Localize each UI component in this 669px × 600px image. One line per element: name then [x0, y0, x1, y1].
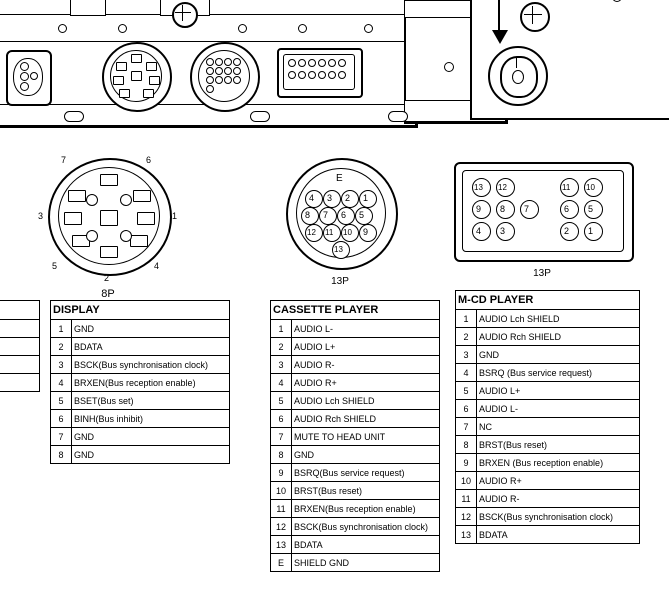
mcd-player-pinout-table: [455, 290, 640, 544]
pin-circle: [496, 222, 515, 241]
pin-signal-cell: GND: [292, 446, 440, 464]
pin-number-cell: 6: [271, 410, 292, 428]
mount-slot: [64, 111, 84, 122]
pin-signal-cell: BRST(Bus reset): [292, 482, 440, 500]
pin-number-cell: 11: [456, 490, 477, 508]
pin-signal-cell: BSRQ (Bus service request): [477, 364, 640, 382]
cassette-player-pinout-table: [270, 300, 440, 572]
pin-signal-cell: AUDIO Lch SHIELD: [292, 392, 440, 410]
pin-number-13p-3: 3: [327, 193, 333, 203]
table-row: [271, 536, 440, 554]
pin-signal-cell: BSRQ(Bus service request): [292, 464, 440, 482]
partial-cell: [0, 338, 40, 356]
pin-signal-cell: AUDIO R+: [292, 374, 440, 392]
mcd-table-body: [456, 310, 640, 544]
pin-signal-cell: BSCK(Bus synchronisation clock): [477, 508, 640, 526]
pin-signal-cell: GND: [72, 320, 230, 338]
connector-8p-diagram: [38, 150, 188, 300]
pin-signal-cell: AUDIO L-: [292, 320, 440, 338]
pin-8p-6: [100, 174, 118, 186]
table-row: [51, 410, 230, 428]
pin-blade: [113, 76, 124, 85]
table-row: [271, 500, 440, 518]
table-row: [271, 428, 440, 446]
table-row: [456, 400, 640, 418]
table-row: [271, 446, 440, 464]
screw-hole-top: [172, 2, 198, 28]
table-row: [456, 436, 640, 454]
screw-right-cross-v: [532, 6, 533, 24]
pin-number-mcd-10: 10: [586, 183, 595, 192]
connector-13p-mcd-caption: 13P: [533, 268, 551, 279]
cassette-table-body: [271, 320, 440, 572]
pin-number-mcd-12: 12: [498, 183, 507, 192]
pin-signal-cell: AUDIO Rch SHIELD: [292, 410, 440, 428]
table-row: [271, 518, 440, 536]
display-pinout-table: [50, 300, 230, 464]
antenna-socket-core: [512, 70, 524, 84]
pin-dot: [30, 72, 38, 80]
pin-dot: [20, 82, 29, 91]
pin-8p-center: [100, 210, 118, 226]
pin-number-8p-6: 6: [146, 155, 152, 165]
mcd-table-header: M-CD PLAYER: [456, 291, 640, 310]
table-row: [456, 454, 640, 472]
table-row: [456, 328, 640, 346]
pin-8p-1b: [133, 190, 151, 202]
pin-signal-cell: BRXEN(Bus reception enable): [72, 374, 230, 392]
pin-number-mcd-5: 5: [588, 204, 594, 214]
table-row: [271, 464, 440, 482]
pin-number-cell: 5: [51, 392, 72, 410]
pin-signal-cell: BRST(Bus reset): [477, 436, 640, 454]
pin-blade: [149, 76, 160, 85]
pin-number-cell: 1: [51, 320, 72, 338]
pin-number-13p-13: 13: [334, 245, 343, 254]
pin-signal-cell: BDATA: [72, 338, 230, 356]
pin-circle: [584, 200, 603, 219]
pin-number-cell: 3: [271, 356, 292, 374]
table-row: [51, 356, 230, 374]
table-row: [456, 364, 640, 382]
connector-13p-cassette-caption: 13P: [331, 276, 349, 287]
pin-number-cell: 12: [456, 508, 477, 526]
pin-number-cell: 8: [271, 446, 292, 464]
pin-blade: [116, 62, 127, 71]
table-row: [51, 338, 230, 356]
pin-blade: [146, 62, 157, 71]
pin-signal-cell: BSCK(Bus synchronisation clock): [72, 356, 230, 374]
connector-13p-mcd-diagram: [448, 162, 648, 292]
pin-number-cell: 9: [271, 464, 292, 482]
pin-number-cell: 6: [456, 400, 477, 418]
table-row: [271, 482, 440, 500]
pin-number-13p-8: 8: [305, 210, 311, 220]
pin-circle: [560, 222, 579, 241]
pin-number-13p-11: 11: [325, 228, 334, 237]
pin-signal-cell: BINH(Bus inhibit): [72, 410, 230, 428]
pin-blade-center: [131, 71, 142, 81]
table-row: [271, 410, 440, 428]
pin-signal-cell: AUDIO R-: [292, 356, 440, 374]
pin-number-mcd-1: 1: [588, 226, 594, 236]
pin-number-cell: 7: [456, 418, 477, 436]
pin-number-cell: 9: [456, 454, 477, 472]
vent-hole: [444, 62, 454, 72]
screw-hole-right: [520, 2, 550, 32]
arrow-head-icon: [490, 28, 510, 44]
table-row: [51, 392, 230, 410]
pin-signal-cell: BSET(Bus set): [72, 392, 230, 410]
pin-number-13p-1: 1: [363, 193, 369, 203]
pin-number-cell: 5: [456, 382, 477, 400]
pin-number-cell: 2: [456, 328, 477, 346]
pin-signal-cell: GND: [477, 346, 640, 364]
partial-cell: [0, 320, 40, 338]
pin-number-13p-6: 6: [341, 210, 347, 220]
pin-number-13p-5: 5: [359, 210, 365, 220]
pin-number-cell: 8: [456, 436, 477, 454]
pin-number-cell: 1: [456, 310, 477, 328]
table-row: [456, 526, 640, 544]
table-row: [456, 346, 640, 364]
pin-dot: [120, 194, 132, 206]
pin-number-cell: 4: [271, 374, 292, 392]
pin-number-cell: 13: [456, 526, 477, 544]
pin-signal-cell: AUDIO Lch SHIELD: [477, 310, 640, 328]
pin-signal-cell: MUTE TO HEAD UNIT: [292, 428, 440, 446]
table-row: [51, 446, 230, 464]
pin-number-cell: 2: [51, 338, 72, 356]
vent-hole: [298, 24, 307, 33]
partial-table-left: [0, 300, 40, 392]
pin-number-8p-5: 5: [52, 261, 58, 271]
pin-number-mcd-6: 6: [564, 204, 570, 214]
chassis-rect-13p-pin-array: [288, 59, 348, 83]
pin-blade: [119, 89, 130, 98]
pin-circle: [520, 200, 539, 219]
pin-circle: [472, 200, 491, 219]
table-row: [456, 508, 640, 526]
pin-number-mcd-8: 8: [500, 204, 506, 214]
pin-signal-cell: AUDIO L+: [292, 338, 440, 356]
connector-8p-caption: 8P: [101, 288, 115, 300]
pin-signal-cell: SHIELD GND: [292, 554, 440, 572]
pin-signal-cell: GND: [72, 446, 230, 464]
pin-signal-cell: AUDIO R+: [477, 472, 640, 490]
pin-signal-cell: AUDIO L+: [477, 382, 640, 400]
pin-signal-cell: AUDIO Rch SHIELD: [477, 328, 640, 346]
pin-signal-cell: BDATA: [292, 536, 440, 554]
pin-number-cell: 3: [456, 346, 477, 364]
pin-number-cell: 1: [271, 320, 292, 338]
pin-number-cell: 10: [456, 472, 477, 490]
pin-dot: [86, 194, 98, 206]
partial-table-header: [0, 301, 40, 320]
table-row: [51, 374, 230, 392]
pin-8p-2: [100, 246, 118, 258]
pin-number-mcd-9: 9: [476, 204, 482, 214]
table-row: [271, 392, 440, 410]
pin-number-8p-7: 7: [61, 155, 67, 165]
pin-number-mcd-13: 13: [474, 183, 483, 192]
pin-dot: [20, 72, 29, 81]
vent-hole: [118, 24, 127, 33]
pin-number-cell: 6: [51, 410, 72, 428]
pin-number-8p-2: 2: [104, 273, 110, 283]
display-table-header: DISPLAY: [51, 301, 230, 320]
table-row: [271, 320, 440, 338]
pin-number-cell: 4: [456, 364, 477, 382]
table-row: [456, 382, 640, 400]
pin-number-cell: 11: [271, 500, 292, 518]
table-row: [51, 320, 230, 338]
pin-signal-cell: AUDIO L-: [477, 400, 640, 418]
pin-circle: [472, 222, 491, 241]
pin-signal-cell: GND: [72, 428, 230, 446]
pin-number-cell: 13: [271, 536, 292, 554]
pin-number-13p-10: 10: [343, 228, 352, 237]
pin-circle: [496, 200, 515, 219]
pin-number-mcd-4: 4: [476, 226, 482, 236]
pin-8p-1: [137, 212, 155, 225]
partial-cell: [0, 374, 40, 392]
pin-number-13p-E: E: [336, 173, 343, 184]
pin-8p-3: [64, 212, 82, 225]
pin-number-13p-7: 7: [323, 210, 329, 220]
table-row: [456, 418, 640, 436]
pin-number-cell: 5: [271, 392, 292, 410]
pin-number-cell: 2: [271, 338, 292, 356]
antenna-socket-key: [516, 58, 517, 68]
table-row: [271, 338, 440, 356]
display-table-body: [51, 320, 230, 464]
pin-signal-cell: BRXEN (Bus reception enable): [477, 454, 640, 472]
pin-number-cell: 12: [271, 518, 292, 536]
table-row: [51, 428, 230, 446]
table-row: [456, 472, 640, 490]
chassis-tab-left: [70, 0, 106, 16]
pin-number-13p-9: 9: [363, 227, 369, 237]
pin-blade: [131, 54, 142, 63]
vent-hole: [58, 24, 67, 33]
pin-number-13p-4: 4: [309, 193, 315, 203]
pin-8p-4: [130, 235, 148, 247]
pin-signal-cell: AUDIO R-: [477, 490, 640, 508]
mount-slot: [388, 111, 408, 122]
mount-slot: [250, 111, 270, 122]
table-row: [456, 310, 640, 328]
pin-circle: [584, 222, 603, 241]
pin-number-8p-3: 3: [38, 211, 44, 221]
table-row: [271, 356, 440, 374]
pin-signal-cell: BSCK(Bus synchronisation clock): [292, 518, 440, 536]
screw-cross-h: [175, 12, 191, 13]
vent-hole: [364, 24, 373, 33]
vent-hole: [238, 24, 247, 33]
pin-8p-7: [68, 190, 86, 202]
connector-13p-cassette-diagram: [272, 150, 412, 290]
pin-dot: [20, 62, 29, 71]
pin-number-13p-2: 2: [345, 193, 351, 203]
table-row: [271, 554, 440, 572]
pin-number-cell: 10: [271, 482, 292, 500]
partial-cell: [0, 356, 40, 374]
screw-cross-v: [182, 5, 183, 21]
pin-number-mcd-7: 7: [524, 204, 530, 214]
screw-right-cross-h: [524, 14, 542, 15]
pin-dot: [120, 230, 132, 242]
chassis-rear-panel-drawing: [0, 0, 669, 140]
pin-number-8p-1: 1: [172, 211, 178, 221]
pin-number-cell: E: [271, 554, 292, 572]
table-row: [271, 374, 440, 392]
pin-dot: [86, 230, 98, 242]
pin-number-cell: 3: [51, 356, 72, 374]
pin-number-8p-4: 4: [154, 261, 160, 271]
table-row: [456, 490, 640, 508]
pin-signal-cell: BRXEN(Bus reception enable): [292, 500, 440, 518]
pin-number-13p-12: 12: [307, 228, 316, 237]
pin-circle: [560, 200, 579, 219]
cassette-table-header: CASSETTE PLAYER: [271, 301, 440, 320]
pin-number-cell: 4: [51, 374, 72, 392]
chassis-13p-pin-array: [206, 58, 242, 94]
pin-number-cell: 8: [51, 446, 72, 464]
pin-signal-cell: BDATA: [477, 526, 640, 544]
pin-signal-cell: NC: [477, 418, 640, 436]
pin-number-mcd-2: 2: [564, 226, 570, 236]
pin-number-cell: 7: [51, 428, 72, 446]
pin-number-cell: 7: [271, 428, 292, 446]
pin-number-mcd-11: 11: [562, 183, 571, 192]
pin-blade: [143, 89, 154, 98]
pin-number-mcd-3: 3: [500, 226, 506, 236]
